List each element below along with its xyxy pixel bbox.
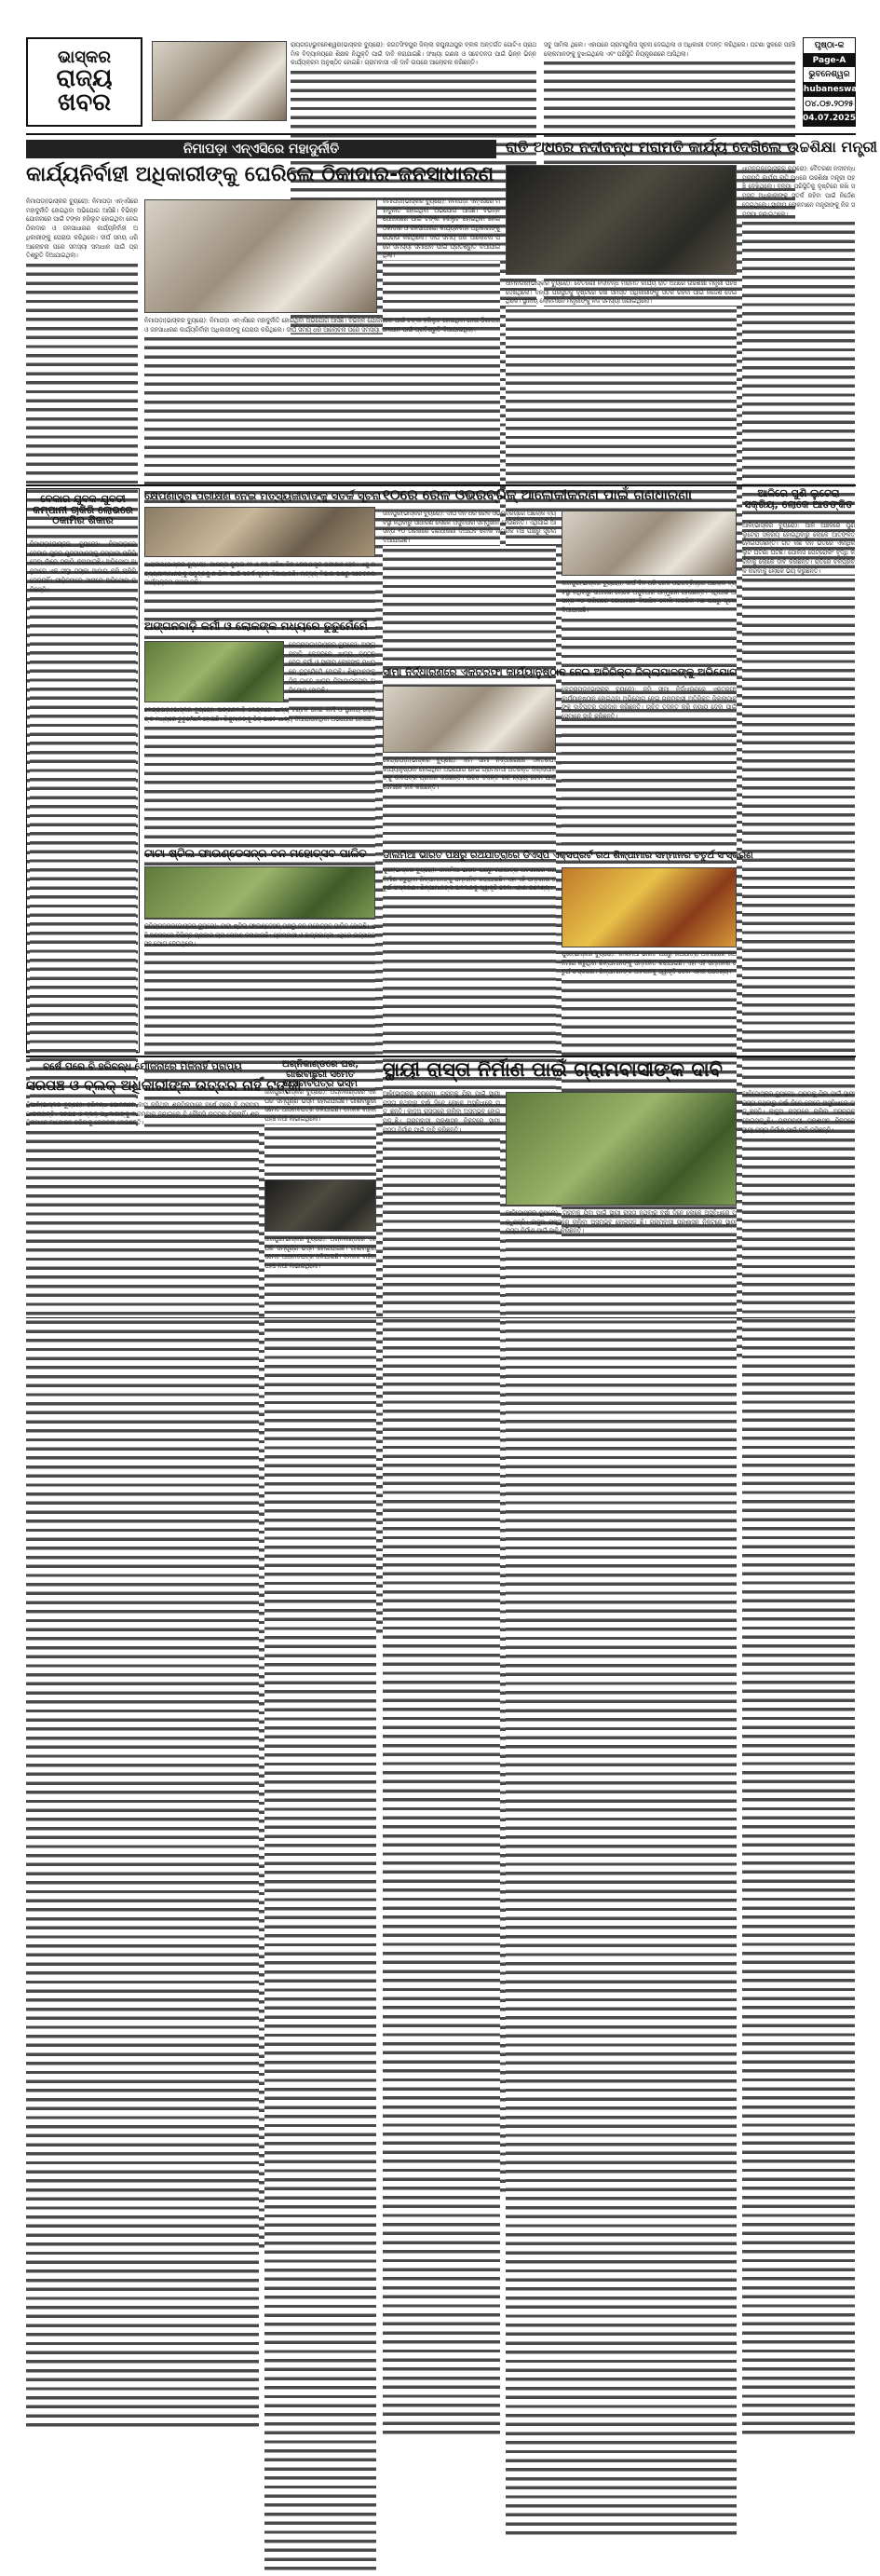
header-rule (26, 133, 856, 135)
tata-photo (144, 866, 375, 919)
publication-name: ଭାସ୍କର (58, 48, 111, 67)
minister-text-right: ଧାମନଗର(ଭାସ୍କର ବ୍ୟୁରୋ): ବୈତରଣୀ ନଦୀବନ୍ଧ ମରାମତି କାର୍ଯ୍ୟ ରାତି ଅଧରେ ଉଚ୍ଚଶିକ୍ଷା ମନ୍ତ୍ରୀ ପହଞ୍ଚି ଦେଖିଥିଲେ। ବନ୍ୟା ପରିସ୍ଥିତିକୁ ଦୃଷ୍ଟିରେ ରଖି ସମସ୍ତ ଅଧିକାରୀଙ୍କୁ ସତର୍କ ରହିବା ପାଇଁ ନିର୍ଦ୍ଦେଶ ଦେଇଥିଲେ। ସ୍ଥାନୀୟ ଲୋକମାନେ ମନ୍ତ୍ରୀଙ୍କୁ ନିଜ ସମସ୍ୟା ଜଣାଇଥିଲେ। (742, 165, 855, 482)
lead-photo (144, 199, 377, 313)
page-odia: ପୃଷ୍ଠା-କ (814, 40, 845, 50)
rail-text-right: ଜାଜପୁର(ଭାସ୍କର ବ୍ୟୁରୋ): ଦୀର୍ଘ ଦିନ ଧରି ରେଳ ଓଭରବ୍ରିଜ୍‌ରେ ଆଲୋକ ବ୍ୟବସ୍ଥା ନଥିବାରୁ ସାଧାରଣ ଲୋକେ ଅସୁବିଧାର ସମ୍ମୁଖୀନ ହେଉଛନ୍ତି। ଏଥିପାଇଁ ଆସନ୍ତା ୧୦ ତାରିଖରେ ଗଣଧାରଣା ଦିଆଯିବ ବୋଲି ନାଗରିକ ମଞ୍ଚ ପକ୍ଷରୁ ସୂଚନା ଦିଆଯାଇଛି। (562, 579, 737, 663)
minister-headline: ରାତି ଅଧରେ ନଦୀବନ୍ଧ ମରାମତି କାର୍ଯ୍ୟ ଦେଖିଲେ ଉଚ୍ଚଶିକ୍ଷା ମନ୍ତ୍ରୀ (506, 138, 878, 156)
road-photo (506, 1092, 737, 1206)
fire-text: ଜାଜପୁର(ଭାସ୍କର ବ୍ୟୁରୋ): ଅଗ୍ନିକାଣ୍ଡରେ ଏକ ଘର ସମ୍ପୂର୍ଣ୍ଣ ଭସ୍ମ ହୋଇଯାଇଛି। ଗାଈବାଛୁରୀ ସମେତ ଆସବାବପତ୍ର ଜଳିଯାଇଛି। ଦମକଳ ବାହିନୀ ପହଞ୍ଚି ନିଆଁ ଲିଭାଇଥିଲେ। (264, 1088, 376, 1179)
lead-kicker: ନିମାପଡ଼ା ଏନ୍‌ଏସିରେ ମହାଦୁର୍ନୀତି (26, 140, 496, 158)
page-info-box (797, 37, 861, 127)
road-text-left: ଆଳି(ଭାସ୍କର ବ୍ୟୁରୋ): ଗ୍ରାମକୁ ଯିବା ପାଇଁ ସ୍ଥାୟୀ ରାସ୍ତା ନଥିବାରୁ ବର୍ଷା ଦିନେ ଲୋକେ ଅସୁବିଧାରେ ପଡ଼ୁଛନ୍ତି। କାଦୁଅ ରାସ୍ତାରେ ଚାଲିବା ଅସମ୍ଭବ ହୋଇପଡ଼ୁଛି। ଗ୍ରାମବାସୀ ପ୍ରଶାସନ ନିକଟରେ ସ୍ଥାୟୀ ରାସ୍ତା ନିର୍ମାଣ ପାଇଁ ଦାବି କରିଛନ୍ତି। (383, 1090, 500, 1312)
top-right-brief-text: ସବୁ ସାମିଲ ଥିଲେ। ଏହାପରେ ଗ୍ରାମପୁଲିସ ସୂଚନା ଦେଇଥିଲା ଓ ଅଧିକାରୀ ତଦନ୍ତ କରିଥିଲେ। ଘଟଣା ସ୍ଥଳରେ ପହଞ୍ଚି ଲୋକମାନଙ୍କୁ ବୁଝାଇଥିଲେ ଏବଂ ପରିସ୍ଥିତି ନିୟନ୍ତ୍ରଣରେ ଆସିଥିଲା। (544, 41, 795, 125)
anganwadi-text-right: କେନ୍ଦ୍ରାପଡ଼ା(ଭାସ୍କର ବ୍ୟୁରୋ): ଅଙ୍ଗନବାଡ଼ି କେନ୍ଦ୍ରରେ ଖାଦ୍ୟ ବଣ୍ଟନ ନେଇ କର୍ମୀ ଓ ସ୍ଥାନୀୟ ଲୋକଙ୍କ ମଧ୍ୟରେ ତୁତୁମେଁମେଁ ହୋଇଛି। ଶିଶୁମାନଙ୍କୁ ଠିକ୍ ଭାବେ ଖାଦ୍ୟ ଦିଆଯାଉନଥିବା ଅଭିଯୋଗ ହୋଇଛି। (289, 641, 375, 704)
minister-photo (506, 165, 737, 275)
rail-photo (562, 511, 737, 576)
road-text-right: ଆଳି(ଭାସ୍କର ବ୍ୟୁରୋ): ଗ୍ରାମକୁ ଯିବା ପାଇଁ ସ୍ଥାୟୀ ରାସ୍ତା ନଥିବାରୁ ବର୍ଷା ଦିନେ ଲୋକେ ଅସୁବିଧାରେ ପଡ଼ୁଛନ୍ତି। କାଦୁଅ ରାସ୍ତାରେ ଚାଲିବା ଅସମ୍ଭବ ହୋଇପଡ଼ୁଛି। ଗ୍ରାମବାସୀ ପ୍ରଶାସନ ନିକଟରେ ସ୍ଥାୟୀ ରାସ୍ତା ନିର୍ମାଣ ପାଇଁ ଦାବି କରିଛନ୍ତି। (742, 1090, 855, 1312)
footer-rule (26, 1317, 856, 1318)
fire-headline: ଅଗ୍ନିକାଣ୍ଡରେ ଘର, ଗାଈବାଛୁରୀ ସମେତ ଆସବାବପତ୍ର ଭସ୍ମ (281, 1059, 359, 1089)
fishermen-headline: କ୍ଷେପଣାସ୍ତ୍ର ପରୀକ୍ଷଣ ନେଇ ମତ୍ସ୍ୟଜୀବୀଙ୍କୁ ସତର୍କ ସୂଚନା (144, 489, 381, 502)
city-en: Bhubaneswar (804, 82, 855, 97)
tata-text: କଳିଙ୍ଗନଗର(ଭାସ୍କର ବ୍ୟୁରୋ): ଟାଟା ଷ୍ଟିଲ ଫାଉଣ୍ଡେସନ୍ ପକ୍ଷରୁ ବନ ମହୋତ୍ସବ ପାଳିତ ହୋଇଛି। ଏହି ଅବସରରେ ବିଭିନ୍ନ ପ୍ରକାର ଚାରା ରୋପଣ କରାଯାଇଛି। ଗ୍ରାମବାସୀ ଓ ଛାତ୍ରଛାତ୍ରୀ ଏଥିରେ ଉତ୍ସାହର ସହ ଯୋଗ ଦେଇଥିଲେ। (144, 922, 375, 1053)
dalmia-text-right: ପୁରୀ(ଭାସ୍କର ବ୍ୟୁରୋ): ଡାଲମିଆ ଭାରତ ପକ୍ଷରୁ ରଥଯାତ୍ରା ଅବସରରେ ରଥ ନିର୍ମାଣ କରୁଥିବା ଶିଳ୍ପୀମାନଙ୍କୁ ସମ୍ମାନିତ କରାଯାଇଛି। ଏହା ଏହି ସମ୍ମାନର ଚତୁର୍ଥ ସଂସ୍କରଣ। ଶିଳ୍ପୀମାନଙ୍କ ଅବଦାନକୁ ସ୍ୱୀକୃତି ଦେବା ଏହାର ଉଦ୍ଦେଶ୍ୟ। (562, 950, 737, 1053)
haribandha-text: ନିଆଳି(ଭାସ୍କର ବ୍ୟୁରୋ): ହରିବନ୍ଧ ଯୋଜନାରେ କାମ କରିଥିବା ଶ୍ରମିକମାନେ ବର୍ଷେ ପରେ ବି ପ୍ରାପ୍ୟ ପାଇନାହାନ୍ତି। ସରପଞ୍ଚ ଓ ବ୍ଲକ୍ ଅଧିକାରୀଙ୍କୁ ବାରମ୍ବାର ଜଣାଇଲେ ବି କୌଣସି ଉତ୍ତର ମିଳୁନାହିଁ। ଶ୍ରମିକମାନେ ଆନ୍ଦୋଳନ କରିବାକୁ ଚେତାବନୀ ଦେଇଛନ୍ତି। (26, 1101, 259, 1311)
rail-text-left: ଜାଜପୁର(ଭାସ୍କର ବ୍ୟୁରୋ): ଦୀର୍ଘ ଦିନ ଧରି ରେଳ ଓଭରବ୍ରିଜ୍‌ରେ ଆଲୋକ ବ୍ୟବସ୍ଥା ନଥିବାରୁ ସାଧାରଣ ଲୋକେ ଅସୁବିଧାର ସମ୍ମୁଖୀନ ହେଉଛନ୍ତି। ଏଥିପାଇଁ ଆସନ୍ତା ୧୦ ତାରିଖରେ ଗଣଧାରଣା ଦିଆଯିବ ବୋଲି ନାଗରିକ ମଞ୍ଚ ପକ୍ଷରୁ ସୂଚନା ଦିଆଯାଇଛି। (383, 510, 556, 663)
tata-headline: ଟାଟା ଷ୍ଟିଲ ଫାଉଣ୍ଡେସନ୍‌ର ବନ ମହୋତ୍ସବ ପାଳିତ (144, 847, 367, 860)
fishermen-text: ପାରାଦୀପ(ଭାସ୍କର ବ୍ୟୁରୋ): ଆସନ୍ତା ଜୁଲାଇ ୧୨ ଓ ୧୩ ତାରିଖ ଦିନ କ୍ଷେପଣାସ୍ତ୍ର ପରୀକ୍ଷଣ ହେବ। ଏଣୁ ମତ୍ସ୍ୟଜୀବୀମାନଙ୍କୁ ସମୁଦ୍ରକୁ ନ ଯିବା ପାଇଁ ସତର୍କ ସୂଚନା ଦିଆଯାଇଛି। ମତ୍ସ୍ୟ ବିଭାଗ ପକ୍ଷରୁ ସଚେତନତା କାର୍ଯ୍ୟକ୍ରମ କରାଯାଇଛି। (144, 561, 375, 617)
lead-text-col2: ନିମାପଡ଼ା(ଭାସ୍କର ବ୍ୟୁରୋ): ନିମାପଡ଼ା ଏନ୍‌ଏସିରେ ମହାଦୁର୍ନୀତି ହୋଇଥିବା ଅଭିଯୋଗ ଆସିଛି। ବିଭିନ୍ନ ଯୋଜନାରେ ପାଇଁ ଟଙ୍କା ହରିଲୁଟ ହୋଇଥିବା ନେଇ ଠିକାଦାର ଓ ଜନସାଧାରଣ କାର୍ଯ୍ୟନିର୍ବାହୀ ଅଧିକାରୀଙ୍କୁ ଘେରାଉ କରିଥିଲେ। ଦୀର୍ଘ ସମୟ ଧରି ଆଲୋଚନା ପରେ ସମସ୍ୟା ସମାଧାନ ପାଇଁ ପ୍ରତିଶ୍ରୁତି ଦିଆଯାଇଥିଲା। (383, 198, 500, 319)
masthead-logo (26, 37, 142, 127)
date-en: 04.07.2025 (804, 111, 855, 126)
road-text-bottom: ଆଳି(ଭାସ୍କର ବ୍ୟୁରୋ): ଗ୍ରାମକୁ ଯିବା ପାଇଁ ସ୍ଥାୟୀ ରାସ୍ତା ନଥିବାରୁ ବର୍ଷା ଦିନେ ଲୋକେ ଅସୁବିଧାରେ ପଡ଼ୁଛନ୍ତି। କାଦୁଅ ରାସ୍ତାରେ ଚାଲିବା ଅସମ୍ଭବ ହୋଇପଡ଼ୁଛି। ଗ୍ରାମବାସୀ ପ୍ରଶାସନ ନିକଟରେ ସ୍ଥାୟୀ ରାସ୍ତା ନିର୍ମାଣ ପାଇଁ ଦାବି କରିଛନ୍ତି। (506, 1209, 737, 1312)
rail-headline: ୧୦ରେ ରେଳ ଓଭରବ୍ରିଜ୍ ଆଲୋକୀକରଣ ପାଇଁ ଗଣଧାରଣା (383, 486, 693, 503)
anganwadi-headline: ଅଙ୍ଗନବାଡ଼ି କର୍ମୀ ଓ ଲୋକଙ୍କ ମଧ୍ୟରେ ତୁତୁମେଁମେଁ (144, 620, 368, 633)
boundary-text-left: କେନ୍ଦ୍ରାପଡ଼ା(ଭାସ୍କର ବ୍ୟୁରୋ): ଜମି ସୀମା ନିର୍ଦ୍ଧାରଣରେ ଏକତରଫା କାର୍ଯ୍ୟାନୁଷ୍ଠାନ ହୋଇଥିବା ଅଭିଯୋଗ ନେଇ ଗ୍ରାମବାସୀ ଅତିରିକ୍ତ ଜିଲ୍ଲାପାଳଙ୍କୁ ଦାବିପତ୍ର ପ୍ରଦାନ କରିଛନ୍ତି। ଉଚିତ ତଦନ୍ତ କରି ନ୍ୟାୟ ଦେବା ପାଇଁ ସେମାନେ ଦାବି କରିଛନ୍ତି। (383, 756, 556, 850)
jobs-fraud-text: ନିମାପଡ଼ା(ଭାସ୍କର ବ୍ୟୁରୋ): ନିମାପଡ଼ାରେ ବେକାର ଯୁବକ ଯୁବତୀମାନଙ୍କୁ କମ୍ପାନୀ ଚାକିରି ଦେବା ନାଁରେ ଠକାମି କରାଯାଇଛି। ଅଭିଯୋଗ ଅନୁସାରେ ଏକ ସଂସ୍ଥା ଟଙ୍କା ଆଦାୟ କରି ଚାକିରି ଦେଇନାହିଁ। ପୀଡ଼ିତମାନେ ଥାନାରେ ଅଭିଯୋଗ କରିଛନ୍ତି। (30, 540, 136, 1048)
jobs-fraud-headline: ବେକାର ଯୁବକ-ଯୁବତୀ କମ୍ପାନୀ ଚାକିରି ଲୋଭରେ ଠକାମିର ଶିକାର (33, 493, 133, 527)
robbers-text: ଆଳି(ଭାସ୍କର ବ୍ୟୁରୋ): ଆଳି ଅଞ୍ଚଳରେ ପୁଣି ଲୁଟେରା ସକ୍ରିୟ ହୋଇଥିବାରୁ ଲୋକେ ଆତଙ୍କିତ ହୋଇପଡ଼ିଛନ୍ତି। ଗତ କିଛି ଦିନ ଭିତରେ ଏକାଧିକ ଲୁଟ ଘଟଣା ଘଟିଛି। ପୋଲିସ ପେଟ୍ରୋଲିଂ ବୃଦ୍ଧି କରିବାକୁ ଲୋକେ ଦାବି କରିଛନ୍ତି। ରାତିରେ ଚଳପ୍ରଚଳ କରିବାକୁ ଲୋକେ ଭୟ କରୁଛନ୍ତି। (742, 522, 855, 1053)
dalmia-headline: ଡାଲମିଆ ଭାରତ ପକ୍ଷରୁ ରଥଯାତ୍ରାରେ ଡିଏସ୍‌ପି ଏକ୍ସପ୍ରର୍ଟ ରଥ ଶିଳ୍ପୀମାର ସମ୍ମାନର ଚତୁର୍ଥ ସଂସ୍କରଣ (383, 851, 753, 861)
page-en: Page-A (804, 53, 855, 68)
boundary-photo (383, 686, 556, 753)
haribandha-headline: ସରପଞ୍ଚ ଓ ବ୍ଲକ୍ ଅଧିକାରୀଙ୍କ ଉତ୍ତର ନାହିଁ ଟଙ୍କା (26, 1077, 302, 1094)
anganwadi-photo (144, 641, 284, 702)
boundary-text-right: କେନ୍ଦ୍ରାପଡ଼ା(ଭାସ୍କର ବ୍ୟୁରୋ): ଜମି ସୀମା ନିର୍ଦ୍ଧାରଣରେ ଏକତରଫା କାର୍ଯ୍ୟାନୁଷ୍ଠାନ ହୋଇଥିବା ଅଭିଯୋଗ ନେଇ ଗ୍ରାମବାସୀ ଅତିରିକ୍ତ ଜିଲ୍ଲାପାଳଙ୍କୁ ଦାବିପତ୍ର ପ୍ରଦାନ କରିଛନ୍ତି। ଉଚିତ ତଦନ୍ତ କରି ନ୍ୟାୟ ଦେବା ପାଇଁ ସେମାନେ ଦାବି କରିଛନ୍ତି। (562, 686, 737, 849)
top-brief-text: ରାୟଗଡ଼ା/ଭୁବନେଶ୍ୱର(ଭାସ୍କର ବ୍ୟୁରୋ): ଜଗତସିଂହପୁର ଜିଲ୍ଲା ରଘୁନାଥପୁର ବ୍ଲକ ଅନ୍ତର୍ଗତ ଗୋଟିଏ ପ୍ରାଥମିକ ବିଦ୍ୟାଳୟରେ ଶିକ୍ଷକ ନିଯୁକ୍ତି ପାଇଁ ଦାବି କରାଯାଇଛି। ସଂଖ୍ୟା ଗଣନା ଓ ସଚେତନତା ପାଇଁ ଭିନ୍ନ ଭିନ୍ନ କାର୍ଯ୍ୟକ୍ରମ ଅନୁଷ୍ଠିତ ହୋଇଛି। ଗ୍ରାମବାସୀ ଏହି ଦାବି ଉପରେ ଆଲୋଚନା କରିଛନ୍ତି। (291, 41, 536, 125)
minister-text-bottom: ଧାମନଗର(ଭାସ୍କର ବ୍ୟୁରୋ): ବୈତରଣୀ ନଦୀବନ୍ଧ ମରାମତି କାର୍ଯ୍ୟ ରାତି ଅଧରେ ଉଚ୍ଚଶିକ୍ଷା ମନ୍ତ୍ରୀ ପହଞ୍ଚି ଦେଖିଥିଲେ। ବନ୍ୟା ପରିସ୍ଥିତିକୁ ଦୃଷ୍ଟିରେ ରଖି ସମସ୍ତ ଅଧିକାରୀଙ୍କୁ ସତର୍କ ରହିବା ପାଇଁ ନିର୍ଦ୍ଦେଶ ଦେଇଥିଲେ। ସ୍ଥାନୀୟ ଲୋକମାନେ ମନ୍ତ୍ରୀଙ୍କୁ ନିଜ ସମସ୍ୟା ଜଣାଇଥିଲେ। (506, 279, 737, 482)
robbers-headline: ଆଳିରେ ପୁଣି ଲୁଟେରା ସକ୍ରିୟ, ଲୋକେ ଆତଙ୍କିତ (743, 487, 854, 511)
haribandha-kicker: ବର୍ଷେ ପରେ ବି ହରିବନ୍ଧ ଯୋଜନାରେ ମିଳିନାହିଁ ପ୍ରାପ୍ୟ (43, 1061, 242, 1072)
rule-mid2 (26, 1056, 856, 1057)
fire-photo (264, 1179, 376, 1232)
boundary-headline: ସୀମା ନିର୍ଦ୍ଧାରଣରେ ଏକତରଫା କାର୍ଯ୍ୟାନୁଷ୍ଠାନ ନେଇ ଅତିରିକ୍ତ ଜିଲ୍ଲାପାଳଙ୍କୁ ଅଭିଯୋଗ (383, 666, 738, 678)
lead-text-col1: ନିମାପଡ଼ା(ଭାସ୍କର ବ୍ୟୁରୋ): ନିମାପଡ଼ା ଏନ୍‌ଏସିରେ ମହାଦୁର୍ନୀତି ହୋଇଥିବା ଅଭିଯୋଗ ଆସିଛି। ବିଭିନ୍ନ ଯୋଜନାରେ ପାଇଁ ଟଙ୍କା ହରିଲୁଟ ହୋଇଥିବା ନେଇ ଠିକାଦାର ଓ ଜନସାଧାରଣ କାର୍ଯ୍ୟନିର୍ବାହୀ ଅଧିକାରୀଙ୍କୁ ଘେରାଉ କରିଥିଲେ। ଦୀର୍ଘ ସମୟ ଧରି ଆଲୋଚନା ପରେ ସମସ୍ୟା ସମାଧାନ ପାଇଁ ପ୍ରତିଶ୍ରୁତି ଦିଆଯାଇଥିଲା। (26, 198, 138, 482)
lead-text-col3: ନିମାପଡ଼ା(ଭାସ୍କର ବ୍ୟୁରୋ): ନିମାପଡ଼ା ଏନ୍‌ଏସିରେ ମହାଦୁର୍ନୀତି ହୋଇଥିବା ଅଭିଯୋଗ ଆସିଛି। ବିଭିନ୍ନ ଯୋଜନାରେ ପାଇଁ ଟଙ୍କା ହରିଲୁଟ ହୋଇଥିବା ନେଇ ଠିକାଦାର ଓ ଜନସାଧାରଣ କାର୍ଯ୍ୟନିର୍ବାହୀ ଅଧିକାରୀଙ୍କୁ ଘେରାଉ କରିଥିଲେ। ଦୀର୍ଘ ସମୟ ଧରି ଆଲୋଚନା ପରେ ସମସ୍ୟା ସମାଧାନ ପାଇଁ ପ୍ରତିଶ୍ରୁତି ଦିଆଯାଇଥିଲା। (144, 317, 500, 482)
road-headline: ସ୍ଥାୟୀ ରାସ୍ତା ନିର୍ମାଣ ପାଇଁ ଗ୍ରାମବାସୀଙ୍କ ଦାବି (383, 1058, 723, 1081)
date-odia: ୦୪.୦୭.୨୦୨୫ (805, 99, 854, 109)
fishermen-photo (144, 507, 375, 557)
fire-text-bottom: ଜାଜପୁର(ଭାସ୍କର ବ୍ୟୁରୋ): ଅଗ୍ନିକାଣ୍ଡରେ ଏକ ଘର ସମ୍ପୂର୍ଣ୍ଣ ଭସ୍ମ ହୋଇଯାଇଛି। ଗାଈବାଛୁରୀ ସମେତ ଆସବାବପତ୍ର ଜଳିଯାଇଛି। ଦମକଳ ବାହିନୀ ପହଞ୍ଚି ନିଆଁ ଲିଭାଇଥିଲେ। (264, 1235, 376, 1312)
section-title: ରାଜ୍ୟ ଖବର (56, 64, 113, 116)
lead-headline: କାର୍ଯ୍ୟନିର୍ବାହୀ ଅଧିକାରୀଙ୍କୁ ଘେରିଲେ ଠିକାଦାର-ଜନସାଧାରଣ (26, 163, 494, 186)
anganwadi-text: କେନ୍ଦ୍ରାପଡ଼ା(ଭାସ୍କର ବ୍ୟୁରୋ): ଅଙ୍ଗନବାଡ଼ି କେନ୍ଦ୍ରରେ ଖାଦ୍ୟ ବଣ୍ଟନ ନେଇ କର୍ମୀ ଓ ସ୍ଥାନୀୟ ଲୋକଙ୍କ ମଧ୍ୟରେ ତୁତୁମେଁମେଁ ହୋଇଛି। ଶିଶୁମାନଙ୍କୁ ଠିକ୍ ଭାବେ ଖାଦ୍ୟ ଦିଆଯାଉନଥିବା ଅଭିଯୋଗ ହୋଇଛି। (144, 706, 375, 768)
dalmia-text-left: ପୁରୀ(ଭାସ୍କର ବ୍ୟୁରୋ): ଡାଲମିଆ ଭାରତ ପକ୍ଷରୁ ରଥଯାତ୍ରା ଅବସରରେ ରଥ ନିର୍ମାଣ କରୁଥିବା ଶିଳ୍ପୀମାନଙ୍କୁ ସମ୍ମାନିତ କରାଯାଇଛି। ଏହା ଏହି ସମ୍ମାନର ଚତୁର୍ଥ ସଂସ୍କରଣ। ଶିଳ୍ପୀମାନଙ୍କ ଅବଦାନକୁ ସ୍ୱୀକୃତି ଦେବା ଏହାର ଉଦ୍ଦେଶ୍ୟ। (383, 866, 556, 1053)
top-photo (152, 41, 287, 121)
dalmia-photo (562, 867, 737, 947)
city-odia: ଭୁବନେଶ୍ୱର (808, 70, 850, 80)
